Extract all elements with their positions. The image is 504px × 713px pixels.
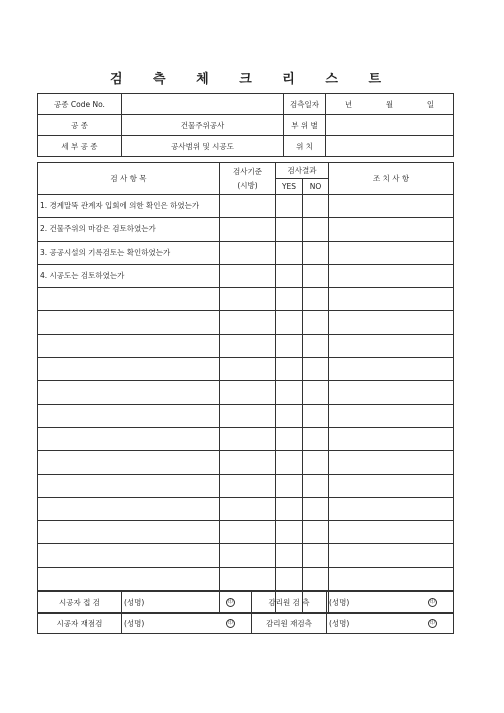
criteria-cell[interactable] <box>220 381 276 404</box>
col-criteria-sub: (시방) <box>237 181 258 190</box>
checklist-row <box>38 521 454 544</box>
no-cell[interactable] <box>303 288 329 311</box>
yes-cell[interactable] <box>276 288 303 311</box>
yes-cell[interactable] <box>276 358 303 381</box>
no-cell[interactable] <box>303 451 329 474</box>
item-text <box>38 334 220 357</box>
date-day: 일 <box>426 99 435 109</box>
yes-cell[interactable] <box>276 567 303 590</box>
item-text <box>38 497 220 520</box>
work-value: 건물주위공사 <box>122 115 284 136</box>
criteria-cell[interactable] <box>220 474 276 497</box>
no-cell[interactable] <box>303 567 329 590</box>
checklist-row <box>38 381 454 404</box>
item-text: 3. 공공시설의 기록검토는 확인하였는가 <box>38 241 220 264</box>
item-text <box>38 427 220 450</box>
col-items-header: 검 사 항 목 <box>38 163 220 195</box>
yes-cell[interactable] <box>276 334 303 357</box>
criteria-cell[interactable] <box>220 404 276 427</box>
yes-cell[interactable] <box>276 195 303 218</box>
checklist-row <box>38 264 454 287</box>
no-cell[interactable] <box>303 381 329 404</box>
yes-cell[interactable] <box>276 427 303 450</box>
no-cell[interactable] <box>303 404 329 427</box>
action-cell[interactable] <box>329 195 454 218</box>
sign-r1-right-name: (성명) <box>329 597 350 607</box>
no-cell[interactable] <box>303 521 329 544</box>
yes-cell[interactable] <box>276 311 303 334</box>
criteria-cell[interactable] <box>220 544 276 567</box>
action-cell[interactable] <box>329 264 454 287</box>
criteria-cell[interactable] <box>220 358 276 381</box>
no-cell[interactable] <box>303 264 329 287</box>
criteria-cell[interactable] <box>220 218 276 241</box>
action-cell[interactable] <box>329 451 454 474</box>
checklist-row <box>38 311 454 334</box>
action-cell[interactable] <box>329 521 454 544</box>
sign-r1-right-label: 감리원 검 측 <box>252 592 327 613</box>
col-criteria-label: 검사기준 <box>233 167 262 176</box>
item-text <box>38 404 220 427</box>
item-text: 2. 건물주위의 마감은 검토하였는가 <box>38 218 220 241</box>
action-cell[interactable] <box>329 288 454 311</box>
checklist-row <box>38 358 454 381</box>
checklist-row <box>38 567 454 590</box>
criteria-cell[interactable] <box>220 451 276 474</box>
action-cell[interactable] <box>329 358 454 381</box>
location-value[interactable] <box>326 115 454 136</box>
yes-cell[interactable] <box>276 474 303 497</box>
yes-cell[interactable] <box>276 241 303 264</box>
date-value[interactable] <box>326 94 454 115</box>
checklist-row <box>38 404 454 427</box>
yes-cell[interactable] <box>276 264 303 287</box>
checklist-row <box>38 195 454 218</box>
no-cell[interactable] <box>303 334 329 357</box>
no-cell[interactable] <box>303 474 329 497</box>
criteria-cell[interactable] <box>220 497 276 520</box>
checklist-table <box>37 162 454 614</box>
sign-r1-left-label: 시공자 접 검 <box>38 592 122 613</box>
sign-r1-right-field[interactable] <box>327 592 454 613</box>
date-month: 월 <box>385 99 394 109</box>
criteria-cell[interactable] <box>220 334 276 357</box>
checklist-row <box>38 544 454 567</box>
item-text: 1. 경계말뚝 관계자 입회에 의한 확인은 하였는가 <box>38 195 220 218</box>
item-text: 4. 시공도는 검토하였는가 <box>38 264 220 287</box>
col-yes-header: YES <box>276 179 303 195</box>
criteria-cell[interactable] <box>220 195 276 218</box>
no-cell[interactable] <box>303 427 329 450</box>
action-cell[interactable] <box>329 218 454 241</box>
yes-cell[interactable] <box>276 544 303 567</box>
sign-r2-right-name: (성명) <box>329 618 350 628</box>
criteria-cell[interactable] <box>220 427 276 450</box>
detail-label: 세 부 공 종 <box>38 136 122 157</box>
item-text <box>38 474 220 497</box>
action-cell[interactable] <box>329 497 454 520</box>
checklist-row <box>38 218 454 241</box>
action-cell[interactable] <box>329 567 454 590</box>
date-label: 검측일자 <box>284 94 326 115</box>
action-cell[interactable] <box>329 544 454 567</box>
criteria-cell[interactable] <box>220 521 276 544</box>
no-cell[interactable] <box>303 241 329 264</box>
item-text <box>38 544 220 567</box>
no-cell[interactable] <box>303 218 329 241</box>
checklist-row <box>38 334 454 357</box>
position-label: 위 치 <box>284 136 326 157</box>
yes-cell[interactable] <box>276 497 303 520</box>
col-action-header: 조 치 사 항 <box>329 163 454 195</box>
yes-cell[interactable] <box>276 451 303 474</box>
location-label: 부 위 별 <box>284 115 326 136</box>
position-value[interactable] <box>326 136 454 157</box>
yes-cell[interactable] <box>276 521 303 544</box>
seal-icon: 印 <box>429 619 435 626</box>
sign-r2-right-label: 감리원 재검측 <box>252 613 327 634</box>
item-text <box>38 567 220 590</box>
action-cell[interactable] <box>329 474 454 497</box>
seal-icon: 印 <box>227 619 233 626</box>
signature-table <box>37 591 454 634</box>
action-cell[interactable] <box>329 404 454 427</box>
checklist-row <box>38 288 454 311</box>
checklist-row <box>38 497 454 520</box>
action-cell[interactable] <box>329 427 454 450</box>
item-text <box>38 451 220 474</box>
action-cell[interactable] <box>329 241 454 264</box>
page-title: 검 측 체 크 리 스 트 <box>109 72 395 87</box>
seal-icon: 印 <box>429 598 435 605</box>
no-cell[interactable] <box>303 311 329 334</box>
sign-r1-left-field[interactable] <box>122 592 252 613</box>
work-label: 공 종 <box>38 115 122 136</box>
sign-r2-left-field[interactable] <box>122 613 252 634</box>
checklist-row <box>38 241 454 264</box>
seal-icon: 印 <box>227 598 233 605</box>
item-text <box>38 358 220 381</box>
criteria-cell[interactable] <box>220 567 276 590</box>
criteria-cell[interactable] <box>220 288 276 311</box>
action-cell[interactable] <box>329 334 454 357</box>
yes-cell[interactable] <box>276 218 303 241</box>
item-text <box>38 288 220 311</box>
sign-r1-left-name: (성명) <box>124 597 145 607</box>
code-value[interactable] <box>122 94 284 115</box>
no-cell[interactable] <box>303 358 329 381</box>
action-cell[interactable] <box>329 381 454 404</box>
code-label: 공종 Code No. <box>38 94 122 115</box>
item-text <box>38 381 220 404</box>
criteria-cell[interactable] <box>220 241 276 264</box>
col-criteria-header <box>220 163 276 195</box>
no-cell[interactable] <box>303 497 329 520</box>
checklist-row <box>38 451 454 474</box>
sign-r2-right-field[interactable] <box>327 613 454 634</box>
no-cell[interactable] <box>303 195 329 218</box>
date-year: 년 <box>344 99 353 109</box>
detail-value: 공사범위 및 시공도 <box>122 136 284 157</box>
action-cell[interactable] <box>329 311 454 334</box>
no-cell[interactable] <box>303 544 329 567</box>
col-no-header: NO <box>303 179 329 195</box>
yes-cell[interactable] <box>276 404 303 427</box>
header-info-table <box>37 93 454 157</box>
criteria-cell[interactable] <box>220 264 276 287</box>
col-result-header: 검사결과 <box>276 163 329 179</box>
sign-r2-left-name: (성명) <box>124 618 145 628</box>
criteria-cell[interactable] <box>220 311 276 334</box>
item-text <box>38 521 220 544</box>
item-text <box>38 311 220 334</box>
sign-r2-left-label: 시공자 재점검 <box>38 613 122 634</box>
checklist-row <box>38 474 454 497</box>
checklist-row <box>38 427 454 450</box>
yes-cell[interactable] <box>276 381 303 404</box>
